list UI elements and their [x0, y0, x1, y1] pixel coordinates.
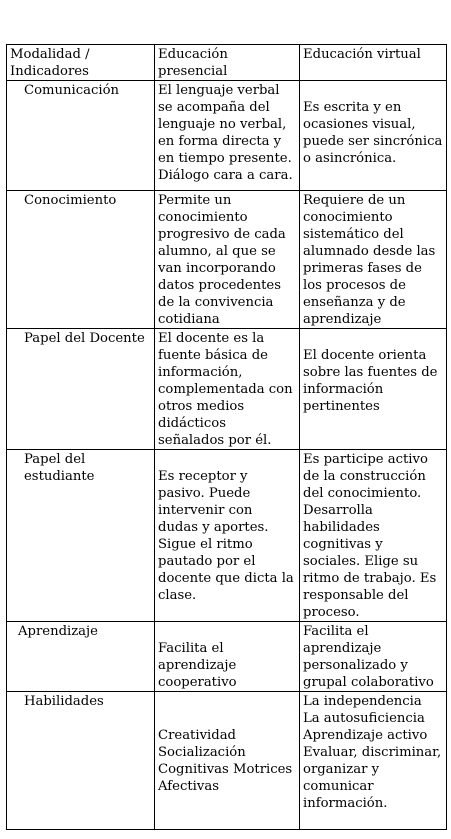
- virtual-cell: Es participe activo de la construcción del conocimiento. Desarrolla habilidades cognitivas y sociales. Elige su ritmo de trabajo. Es responsable del proceso.: [300, 450, 447, 622]
- header-row: [7, 45, 447, 81]
- presencial-cell: El docente es la fuente básica de información, complementada con otros medios didácticos señalados por él.: [155, 329, 300, 450]
- header-indicators: Modalidad / Indicadores: [7, 45, 155, 81]
- presencial-cell: Permite un conocimiento progresivo de cada alumno, al que se van incorporando datos procedentes de la convivencia cotidiana: [155, 191, 300, 329]
- virtual-cell: El docente orienta sobre las fuentes de información pertinentes: [300, 329, 447, 450]
- presencial-cell: Facilita el aprendizaje cooperativo: [155, 622, 300, 692]
- table-row: [7, 329, 447, 450]
- indicator-cell: Aprendizaje: [7, 622, 155, 692]
- table-row: [7, 81, 447, 191]
- presencial-cell: Es receptor y pasivo. Puede intervenir con dudas y aportes. Sigue el ritmo pautado por el docente que dicta la clase.: [155, 450, 300, 622]
- indicator-cell: Conocimiento: [7, 191, 155, 329]
- presencial-cell: Creatividad Socialización Cognitivas Motrices Afectivas: [155, 692, 300, 830]
- header-virtual: Educación virtual: [300, 45, 447, 81]
- virtual-cell: Facilita el aprendizaje personalizado y grupal colaborativo: [300, 622, 447, 692]
- presencial-cell: El lenguaje verbal se acompaña del lenguaje no verbal, en forma directa y en tiempo presente. Diálogo cara a cara.: [155, 81, 300, 191]
- indicator-cell: Papel del estudiante: [7, 450, 155, 622]
- header-presencial: Educación presencial: [155, 45, 300, 81]
- table-row: [7, 692, 447, 830]
- indicator-cell: Papel del Docente: [7, 329, 155, 450]
- table-row: [7, 450, 447, 622]
- virtual-cell: Requiere de un conocimiento sistemático del alumnado desde las primeras fases de los procesos de enseñanza y de aprendizaje: [300, 191, 447, 329]
- virtual-cell: Es escrita y en ocasiones visual, puede ser sincrónica o asincrónica.: [300, 81, 447, 191]
- table-row: [7, 191, 447, 329]
- virtual-cell: La independencia La autosuficiencia Aprendizaje activo Evaluar, discriminar, organizar y comunicar información.: [300, 692, 447, 830]
- table-row: [7, 622, 447, 692]
- indicator-cell: Habilidades: [7, 692, 155, 830]
- comparison-table: [6, 44, 447, 830]
- indicator-cell: Comunicación: [7, 81, 155, 191]
